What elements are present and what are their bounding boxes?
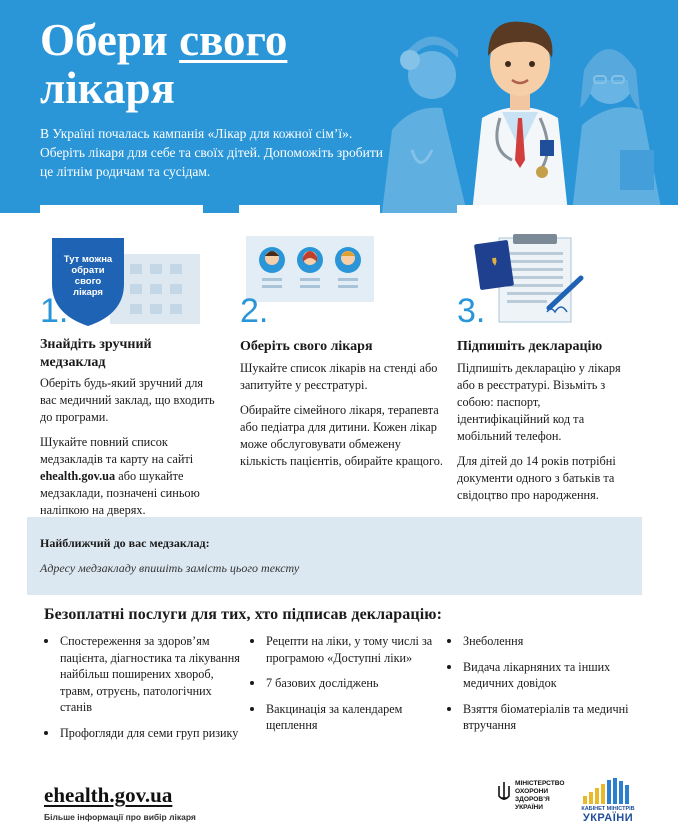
step-paragraph: Обирайте сімейного лікаря, терапевта або педіатра для дитини. Кожен лікар може обслуговувати обмежену кількість пацієнтів, обирайте кращого. — [240, 403, 443, 468]
right-doctor-figure — [572, 49, 662, 213]
text-fragment: або шукайте медзаклади, позначені синьою наліпкою на дверях. — [40, 469, 200, 517]
service-item — [250, 633, 435, 666]
services-column-3 — [447, 633, 637, 743]
step-title: Знайдіть зручний медзаклад — [40, 337, 152, 370]
step-body — [457, 360, 632, 512]
bullet-icon — [250, 707, 254, 711]
text-fragment: Шукайте повний список медзакладів та карту на сайті — [40, 435, 194, 466]
main-doctor-figure — [472, 22, 568, 213]
cabinet-small-text: КАБІНЕТ МІНІСТРІВ — [581, 806, 635, 812]
bullet-icon — [447, 665, 451, 669]
ehealth-website-link[interactable]: ehealth.gov.ua — [44, 783, 173, 807]
service-item — [250, 701, 435, 734]
header-tab-3 — [457, 205, 678, 213]
header-banner — [0, 0, 678, 213]
bullet-icon — [447, 639, 451, 643]
nearest-facility-address[interactable]: Адресу медзакладу впишіть замість цього тексту — [40, 561, 300, 575]
service-item — [44, 633, 244, 716]
step-paragraph: Для дітей до 14 років потрібні документи одного з батьків та свідоцтво про народження. — [457, 454, 616, 502]
header-tab-1 — [40, 205, 203, 213]
services-column-2 — [250, 633, 435, 743]
service-text: Рецепти на ліки, у тому числі за програмою «Доступні ліки» — [266, 634, 433, 665]
service-text: 7 базових досліджень — [266, 676, 379, 690]
title-word-1: Обери — [40, 15, 180, 65]
services-list — [447, 633, 637, 734]
service-text: Взяття біоматеріалів та медичні втручання — [463, 701, 629, 732]
ministry-line: МІНІСТЕРСТВО — [515, 780, 565, 787]
step-3 — [457, 232, 662, 512]
website-link-text: ehealth.gov.ua — [40, 469, 116, 483]
services-heading: Безоплатні послуги для тих, хто підписав декларацію: — [44, 606, 442, 623]
service-item — [44, 725, 244, 742]
service-text: Вакцинація за календарем щеплення — [266, 701, 403, 732]
ministry-line: УКРАЇНИ — [515, 804, 544, 811]
nearest-facility-label: Найближчий до вас медзаклад: — [40, 536, 210, 550]
ministry-line: ОХОРОНИ — [515, 788, 549, 795]
doctors-illustration — [372, 0, 678, 213]
step-number: 1. — [40, 292, 69, 330]
nearest-facility-panel — [27, 517, 642, 595]
step-title: Підпишіть декларацію — [457, 339, 603, 354]
ministry-line: ЗДОРОВ’Я — [515, 796, 550, 803]
service-text: Видача лікарняних та інших медичних довідок — [463, 659, 611, 690]
step-paragraph: Підпишіть декларацію у лікаря або в реєстратурі. Візьміть з собою: паспорт, ідентифікаційний код та мобільний телефон. — [457, 361, 621, 443]
bullet-icon — [250, 681, 254, 685]
intro-text: В Україні почалась кампанія «Лікар для кожної сім’ї». Оберіть лікаря для себе та своїх дітей. Допоможіть зробити це літнім родичам та сусідам. — [40, 126, 383, 179]
trident-emblem-icon — [497, 780, 511, 804]
header-tab-2 — [239, 205, 380, 213]
bullet-icon — [250, 639, 254, 643]
cabinet-big-text: УКРАЇНИ — [582, 812, 634, 824]
services-list — [250, 633, 435, 734]
title-word-3: лікаря — [40, 63, 175, 113]
services-column-1 — [44, 633, 244, 750]
service-text: Профогляди для семи груп ризику — [60, 725, 239, 740]
step-paragraph: Оберіть будь-який зручний для вас медичний заклад, що входить до програми. — [40, 376, 215, 424]
step-title: Оберіть свого лікаря — [240, 339, 373, 354]
service-item — [447, 659, 637, 692]
bullet-icon — [44, 639, 48, 643]
step-2 — [240, 232, 445, 512]
step-number: 2. — [240, 292, 269, 330]
bullet-icon — [44, 731, 48, 735]
step-paragraph — [40, 434, 215, 519]
service-text: Знеболення — [463, 634, 524, 648]
left-doctor-figure — [382, 36, 467, 213]
cabinet-ministers-text — [578, 806, 638, 824]
title-word-2: свого — [179, 15, 288, 65]
step-paragraph: Шукайте список лікарів на стенді або запитуйте у реєстратурі. — [240, 361, 438, 392]
service-item — [447, 701, 637, 734]
service-item — [447, 633, 637, 650]
service-item — [250, 675, 435, 692]
step-1 — [40, 232, 245, 517]
footer-subtitle: Більше інформації про вибір лікаря — [44, 812, 196, 822]
shield-sticker-text: Тут можна обрати свого лікаря — [63, 254, 113, 298]
service-text: Спостереження за здоров’ям пацієнта, діагностика та лікування найбільш поширених хвороб, травм, отруєнь, патологічних станів — [60, 634, 240, 714]
step-body — [40, 375, 215, 527]
cabinet-ministers-logo-icon — [575, 776, 641, 806]
step-body — [240, 360, 445, 478]
ministry-logo-text — [515, 780, 565, 812]
services-list — [44, 633, 244, 741]
bullet-icon — [447, 707, 451, 711]
page-title — [40, 16, 370, 112]
step-number: 3. — [457, 292, 486, 330]
